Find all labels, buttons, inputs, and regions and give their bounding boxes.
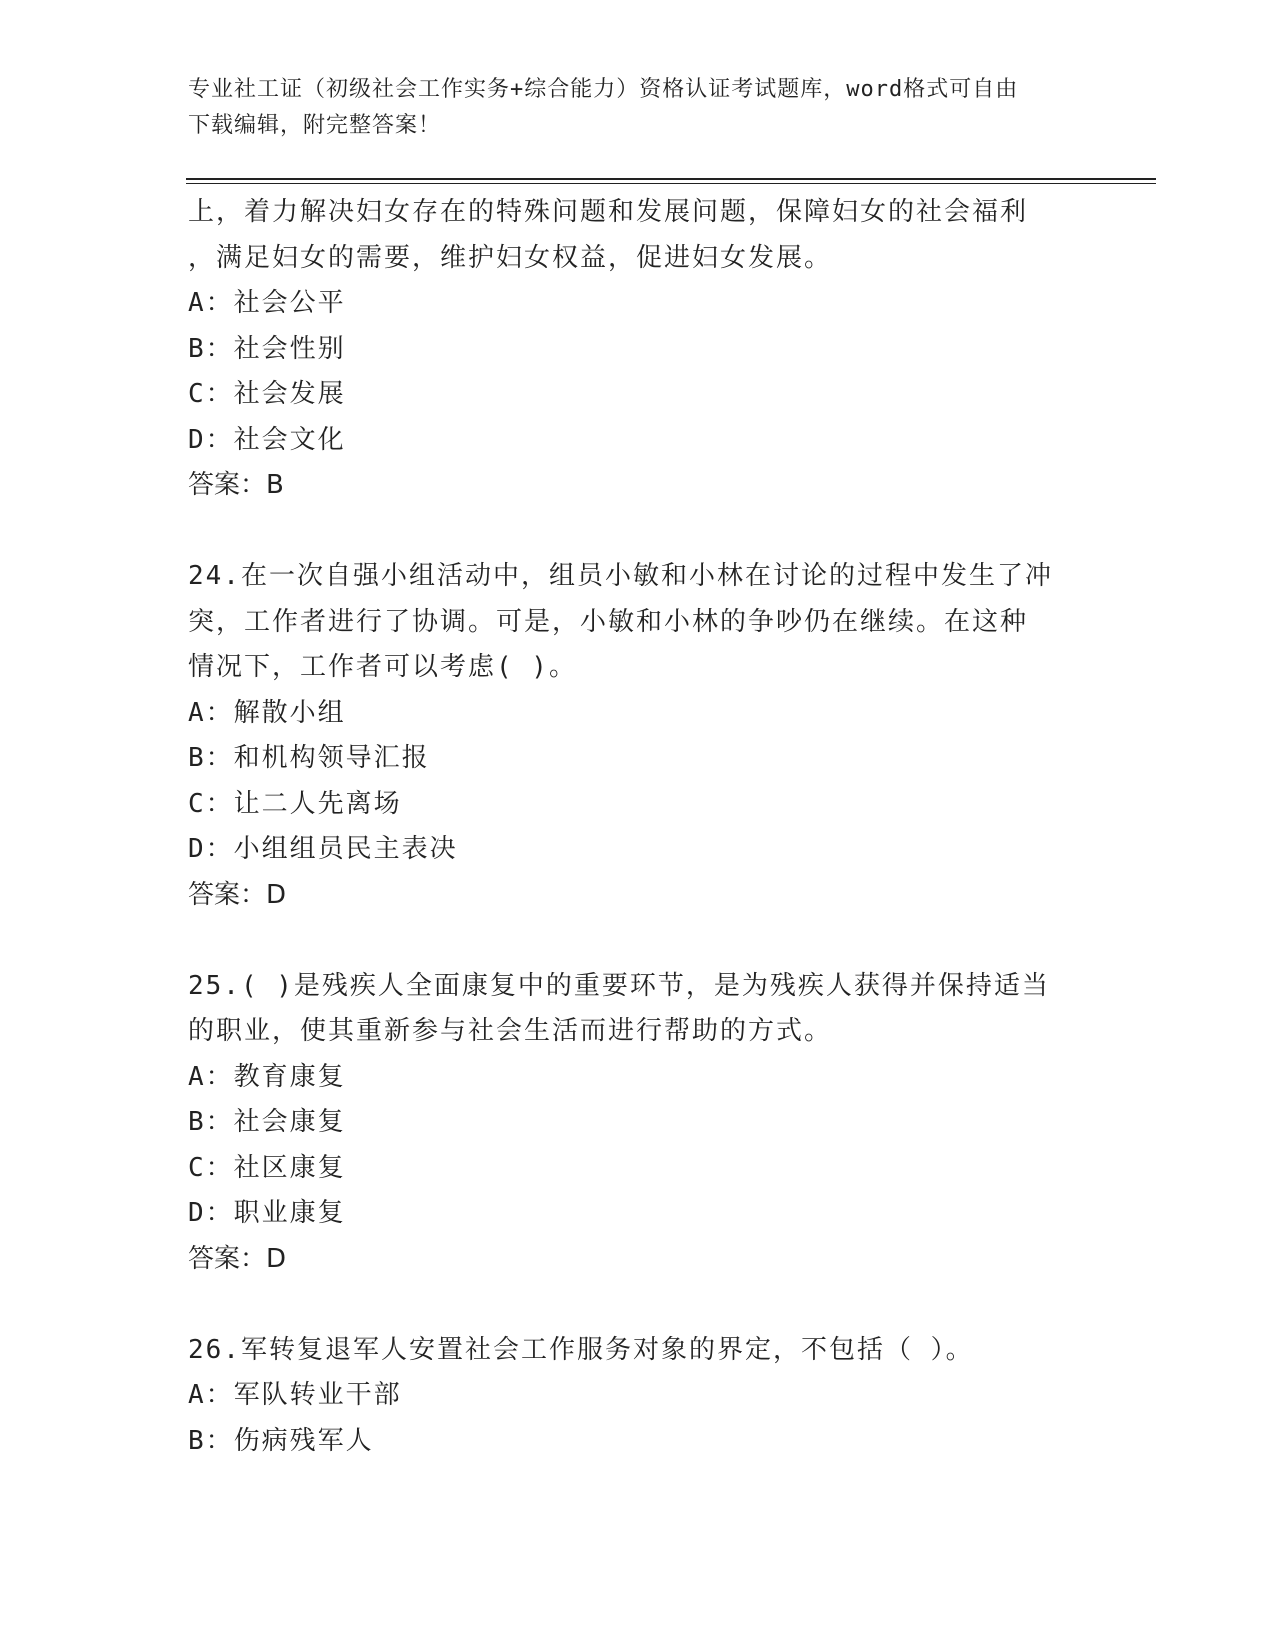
option-a: A：社会公平 <box>188 288 346 318</box>
option-d: D：职业康复 <box>188 1198 346 1228</box>
answer-line: 答案：D <box>188 879 287 910</box>
option-b: B：社会性别 <box>188 333 346 364</box>
question-26 <box>188 1328 1148 1465</box>
spacer <box>188 1282 1148 1328</box>
question-24 <box>188 554 1148 918</box>
option-b: B：社会康复 <box>188 1107 346 1137</box>
option-b: B：和机构领导汇报 <box>188 743 430 773</box>
header-line-1: 专业社工证（初级社会工作实务+综合能力）资格认证考试题库，word格式可自由 <box>188 77 1019 102</box>
question-stem-line: 上，着力解决妇女存在的特殊问题和发展问题，保障妇女的社会福利 <box>188 197 1029 227</box>
question-stem-line: 突，工作者进行了协调。可是，小敏和小林的争吵仍在继续。在这种 <box>188 606 1029 637</box>
header-rule-thin <box>186 183 1156 184</box>
question-list <box>188 190 1148 1464</box>
option-a: A：军队转业干部 <box>188 1380 402 1410</box>
answer-line: 答案：D <box>188 1243 287 1274</box>
option-c: C：社会发展 <box>188 379 346 409</box>
option-c: C：让二人先离场 <box>188 788 402 819</box>
header-rule-thick <box>186 178 1156 180</box>
option-d: D：小组组员民主表决 <box>188 834 458 864</box>
option-d: D：社会文化 <box>188 424 346 455</box>
question-stem-line: 26.军转复退军人安置社会工作服务对象的界定，不包括（ ）。 <box>188 1334 974 1365</box>
question-stem-line: 的职业，使其重新参与社会生活而进行帮助的方式。 <box>188 1016 833 1046</box>
spacer <box>188 918 1148 964</box>
option-a: A：教育康复 <box>188 1061 346 1092</box>
question-stem-line: 24.在一次自强小组活动中，组员小敏和小林在讨论的过程中发生了冲 <box>188 561 1053 591</box>
question-25 <box>188 964 1148 1283</box>
option-c: C：社区康复 <box>188 1152 346 1183</box>
question-stem-line: 情况下，工作者可以考虑( )。 <box>188 652 577 682</box>
spacer <box>188 509 1148 555</box>
answer-line: 答案：B <box>188 470 284 500</box>
option-a: A：解散小组 <box>188 697 346 728</box>
header-line-2: 下载编辑，附完整答案！ <box>188 113 442 138</box>
option-b: B：伤病残军人 <box>188 1425 374 1456</box>
question-23 <box>188 190 1148 509</box>
question-stem-line: ，满足妇女的需要，维护妇女权益，促进妇女发展。 <box>188 242 833 273</box>
question-stem-line: 25.( )是残疾人全面康复中的重要环节，是为残疾人获得并保持适当 <box>188 970 1050 1001</box>
page-header <box>188 72 1088 144</box>
